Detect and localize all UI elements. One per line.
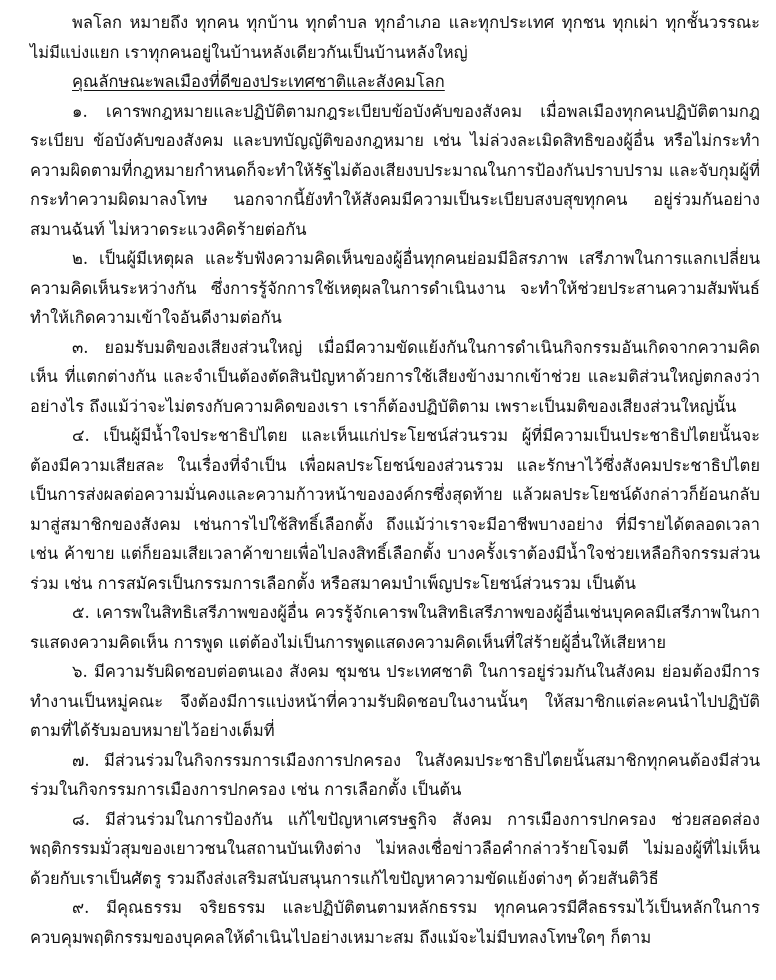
list-item-9: ๙. มีคุณธรรม จริยธรรม และปฏิบัติตนตามหลักธรรม ทุกคนควรมีศีลธรรมไว้เป็นหลักในการควบคุมพฤติกรรมของบุคคลให้ดำเนินไปอย่างเหมาะสม ถึงแม้จะไม่มีบทลงโทษใดๆ ก็ตาม [30,898,760,947]
section-heading: คุณลักษณะพลเมืองที่ดีของประเทศชาติและสังคมโลก [72,72,445,91]
list-item-5: ๕. เคารพในสิทธิเสรีภาพของผู้อื่น ควรรู้จักเคารพในสิทธิเสรีภาพของผู้อื่นเช่นบุคคลมีเสรีภาพในกา รแสดงความคิดเห็น การพูด แต่ต้องไม่เป็นการพูดแสดงความคิดเห็นที่ใส่ร้ายผู้อื่นให้เสียหาย [30,603,760,652]
list-item-4: ๔. เป็นผู้มีน้ำใจประชาธิปไตย และเห็นแก่ประโยชน์ส่วนรวม ผู้ที่มีความเป็นประชาธิปไตยนั้นจะต้องมีความเสียสละ ในเรื่องที่จำเป็น เพื่อผลประโยชน์ของส่วนรวม และรักษาไว้ซึ่งสังคมประชาธิปไตย เป็นการส่งผลต่อความมั่นคงและความก้าวหน้าขององค์กรซึ่งสุดท้าย แล้วผลประโยชน์ดังกล่าวก็ย้อนกลับมาสู่สมาชิกของสังคม เช่นการไปใช้สิทธิ์เลือกตั้ง ถึงแม้ว่าเราจะมีอาชีพบางอย่าง ที่มีรายได้ตลอดเวลา เช่น ค้าขาย แต่ก็ยอมเสียเวลาค้าขายเพื่อไปลงสิทธิ์เลือกตั้ง บางครั้งเราต้องมีน้ำใจช่วยเหลือกิจกรรมส่วนร่วม เช่น การสมัครเป็นกรรมการเลือกตั้ง หรือสมาคมบำเพ็ญประโยชน์ส่วนรวม เป็นต้น [30,426,760,593]
list-item-6: ๖. มีความรับผิดชอบต่อตนเอง สังคม ชุมชน ประเทศชาติ ในการอยู่ร่วมกันในสังคม ย่อมต้องมีการทำงานเป็นหมู่คณะ จึงต้องมีการแบ่งหน้าที่ความรับผิดชอบในงานนั้นๆ ให้สมาชิกแต่ละคนนำไปปฏิบัติตามที่ได้รับมอบหมายไว้อย่างเต็มที่ [30,662,760,740]
document-body [30,8,760,952]
list-item-2: ๒. เป็นผู้มีเหตุผล และรับฟังความคิดเห็นของผู้อื่นทุกคนย่อมมีอิสรภาพ เสรีภาพในการแลกเปลี่ยนความคิดเห็นระหว่างกัน ซึ่งการรู้จักการใช้เหตุผลในการดำเนินงาน จะทำให้ช่วยประสานความสัมพันธ์ ทำให้เกิดความเข้าใจอันดีงามต่อกัน [30,249,760,327]
list-item-8: ๘. มีส่วนร่วมในการป้องกัน แก้ไขปัญหาเศรษฐกิจ สังคม การเมืองการปกครอง ช่วยสอดส่องพฤติกรรมมั่วสุมของเยาวชนในสถานบันเทิงต่าง ไม่หลงเชื่อข่าวลือคำกล่าวร้ายโจมตี ไม่มองผู้ที่ไม่เห็นด้วยกับเราเป็นศัตรู รวมถึงส่งเสริมสนับสนุนการแก้ไขปัญหาความขัดแย้งต่างๆ ด้วยสันติวิธี [30,809,760,888]
intro-paragraph: พลโลก หมายถึง ทุกคน ทุกบ้าน ทุกตำบล ทุกอำเภอ และทุกประเทศ ทุกชน ทุกเผ่า ทุกชั้นวรรณะ ไม่มีแบ่งแยก เราทุกคนอยู่ในบ้านหลังเดียวกันเป็นบ้านหลังใหญ่ [30,13,760,62]
list-item-1: ๑. เคารพกฎหมายและปฏิบัติตามกฎระเบียบข้อบังคับของสังคม เมื่อพลเมืองทุกคนปฏิบัติตามกฎระเบียบ ข้อบังคับของสังคม และบทบัญญัติของกฎหมาย เช่น ไม่ล่วงละเมิดสิทธิของผู้อื่น หรือไม่กระทำความผิดตามที่กฎหมายกำหนดก็จะทำให้รัฐไม่ต้องเสียงบประมาณในการป้องกันปราบปราม และจับกุมผู้ที่กระทำความผิดมาลงโทษ นอกจากนี้ยังทำให้สังคมมีความเป็นระเบียบสงบสุขทุกคน อยู่ร่วมกันอย่างสมานฉันท์ ไม่หวาดระแวงคิดร้ายต่อกัน [30,101,760,239]
list-item-7: ๗. มีส่วนร่วมในกิจกรรมการเมืองการปกครอง ในสังคมประชาธิปไตยนั้นสมาชิกทุกคนต้องมีส่วนร่วมในกิจกรรมการเมืองการปกครอง เช่น การเลือกตั้ง เป็นต้น [30,750,760,799]
list-item-3: ๓. ยอมรับมติของเสียงส่วนใหญ่ เมื่อมีความขัดแย้งกันในการดำเนินกิจกรรมอันเกิดจากความคิดเห็น ที่แตกต่างกัน และจำเป็นต้องตัดสินปัญหาด้วยการใช้เสียงข้างมากเข้าช่วย และมติส่วนใหญ่ตกลงว่าอย่างไร ถึงแม้ว่าจะไม่ตรงกับความคิดของเรา เราก็ต้องปฏิบัติตาม เพราะเป็นมติของเสียงส่วนใหญ่นั้น [30,337,760,416]
